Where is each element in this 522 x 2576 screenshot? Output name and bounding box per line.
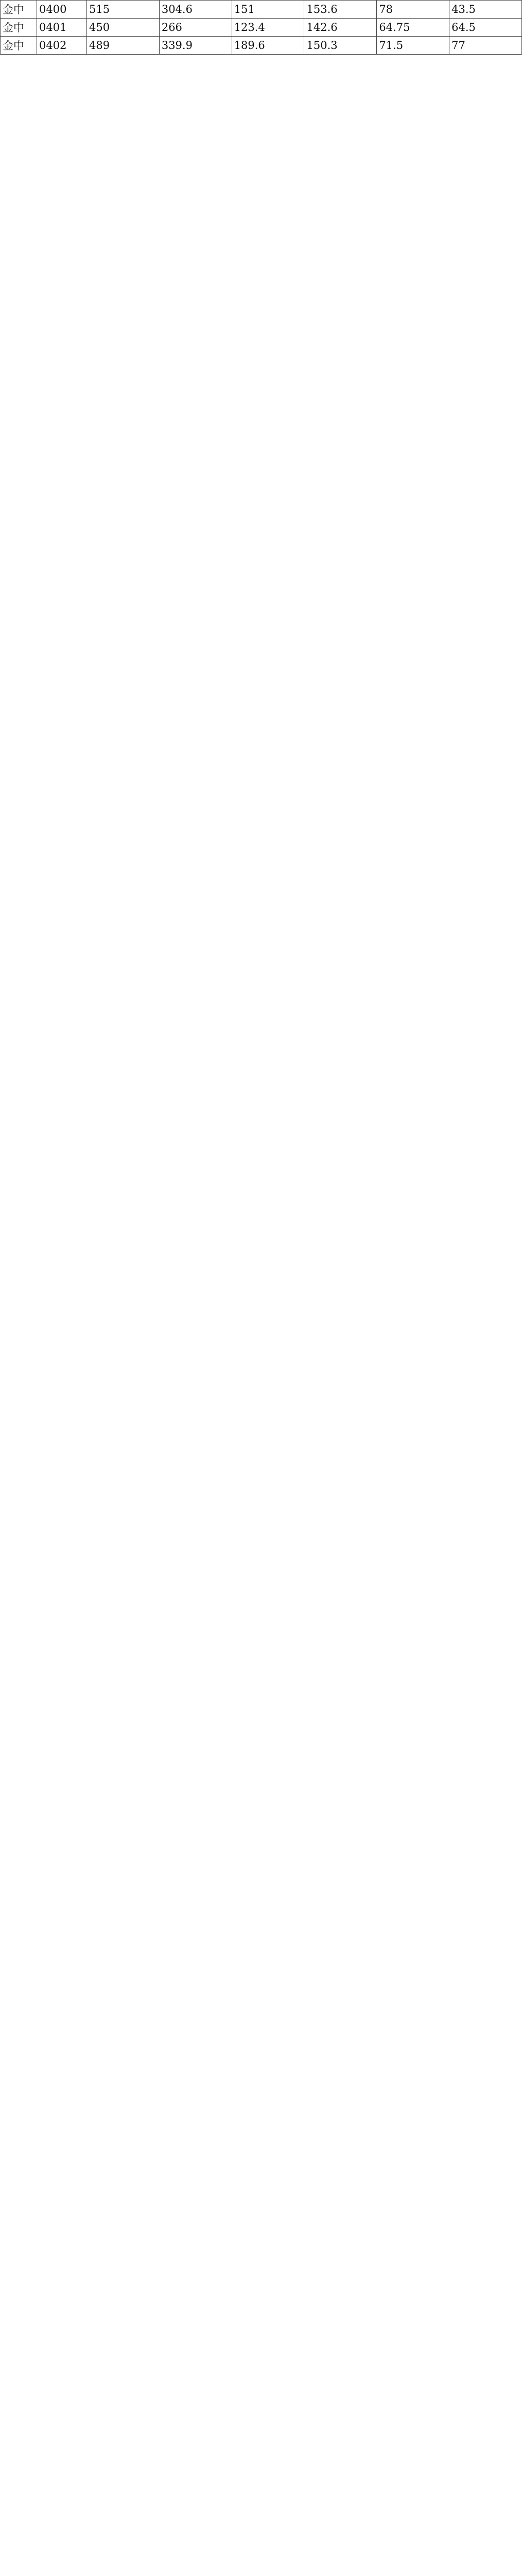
table-cell: 64.75 <box>377 19 449 37</box>
table-cell: 金中 <box>1 37 37 55</box>
table-cell: 151 <box>232 1 304 19</box>
table-cell: 515 <box>87 1 160 19</box>
table-cell: 339.9 <box>159 37 232 55</box>
table-row <box>1 1 522 19</box>
table-cell: 64.5 <box>449 19 522 37</box>
table-row <box>1 37 522 55</box>
table-cell: 489 <box>87 37 160 55</box>
score-table <box>0 0 522 55</box>
table-cell: 142.6 <box>304 19 377 37</box>
table-cell: 71.5 <box>377 37 449 55</box>
table-cell: 0401 <box>37 19 87 37</box>
score-table-body <box>1 1 522 55</box>
table-cell: 450 <box>87 19 160 37</box>
table-cell: 43.5 <box>449 1 522 19</box>
table-cell: 304.6 <box>159 1 232 19</box>
table-cell: 150.3 <box>304 37 377 55</box>
table-cell: 0400 <box>37 1 87 19</box>
table-cell: 266 <box>159 19 232 37</box>
table-cell: 77 <box>449 37 522 55</box>
table-cell: 78 <box>377 1 449 19</box>
table-row <box>1 19 522 37</box>
table-cell: 0402 <box>37 37 87 55</box>
table-cell: 金中 <box>1 19 37 37</box>
table-cell: 189.6 <box>232 37 304 55</box>
table-cell: 153.6 <box>304 1 377 19</box>
table-cell: 金中 <box>1 1 37 19</box>
table-cell: 123.4 <box>232 19 304 37</box>
